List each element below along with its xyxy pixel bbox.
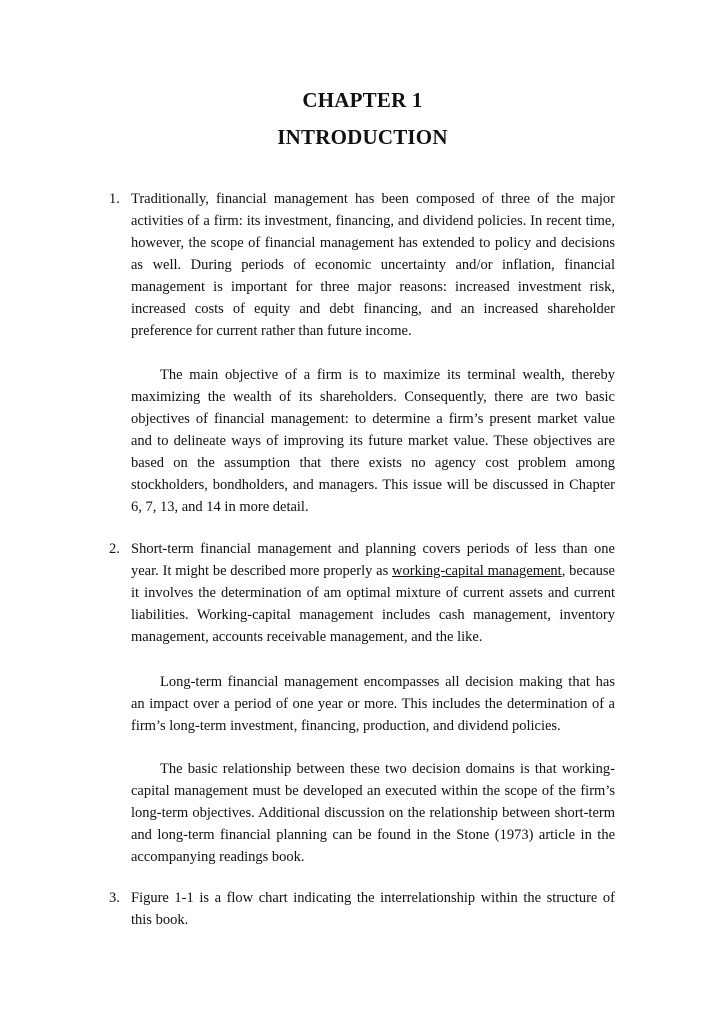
chapter-number: CHAPTER 1: [302, 88, 423, 112]
paragraph: Long-term financial management encompasses all decision making that has an impact over a period of one year or more. This includes the determination of a firm’s long-term investment, financing, production, and dividend policies.: [131, 674, 615, 734]
paragraph: The basic relationship between these two decision domains is that working-capital management must be developed an executed within the scope of the firm’s long-term objectives. Additional discussion on the relationship between short-term and long-term financial planning can be found in the Stone (1973) article in the accompanying readings book.: [131, 761, 615, 865]
chapter-title: INTRODUCTION: [277, 125, 448, 149]
item-number: 2.: [109, 541, 120, 557]
underlined-term: working-capital management: [392, 563, 562, 579]
item-number: 1.: [109, 191, 120, 207]
paragraph: The main objective of a firm is to maximize its terminal wealth, thereby maximizing the wealth of its shareholders. Consequently, there are two basic objectives of financial management: to determine a firm’s present market value and to delineate ways of improving its future market value. These objectives are based on the assumption that there exists no agency cost problem among stockholders, bondholders, and managers. This issue will be discussed in Chapter 6, 7, 13, and 14 in more detail.: [131, 367, 615, 515]
paragraph: [131, 538, 615, 648]
paragraph-text: Short-term financial management and planning covers periods of less than one year. It might be described more properly as: [131, 541, 615, 579]
paragraph: Traditionally, financial management has been composed of three of the major activities of a firm: its investment, financing, and dividend policies. In recent time, however, the scope of financial management has extended to policy and decisions as well. During periods of economic uncertainty and/or inflation, financial management is important for three major reasons: increased investment risk, increased costs of equity and debt financing, and an increased shareholder preference for current rather than future income.: [131, 191, 615, 339]
paragraph: Figure 1-1 is a flow chart indicating the interrelationship within the structure of this book.: [131, 890, 615, 928]
item-number: 3.: [109, 890, 120, 906]
paragraph-text: , because it involves the determination of am optimal mixture of current assets and current liabilities. Working-capital management includes cash management, inventory management, accounts receivable management, and the like.: [131, 563, 615, 645]
